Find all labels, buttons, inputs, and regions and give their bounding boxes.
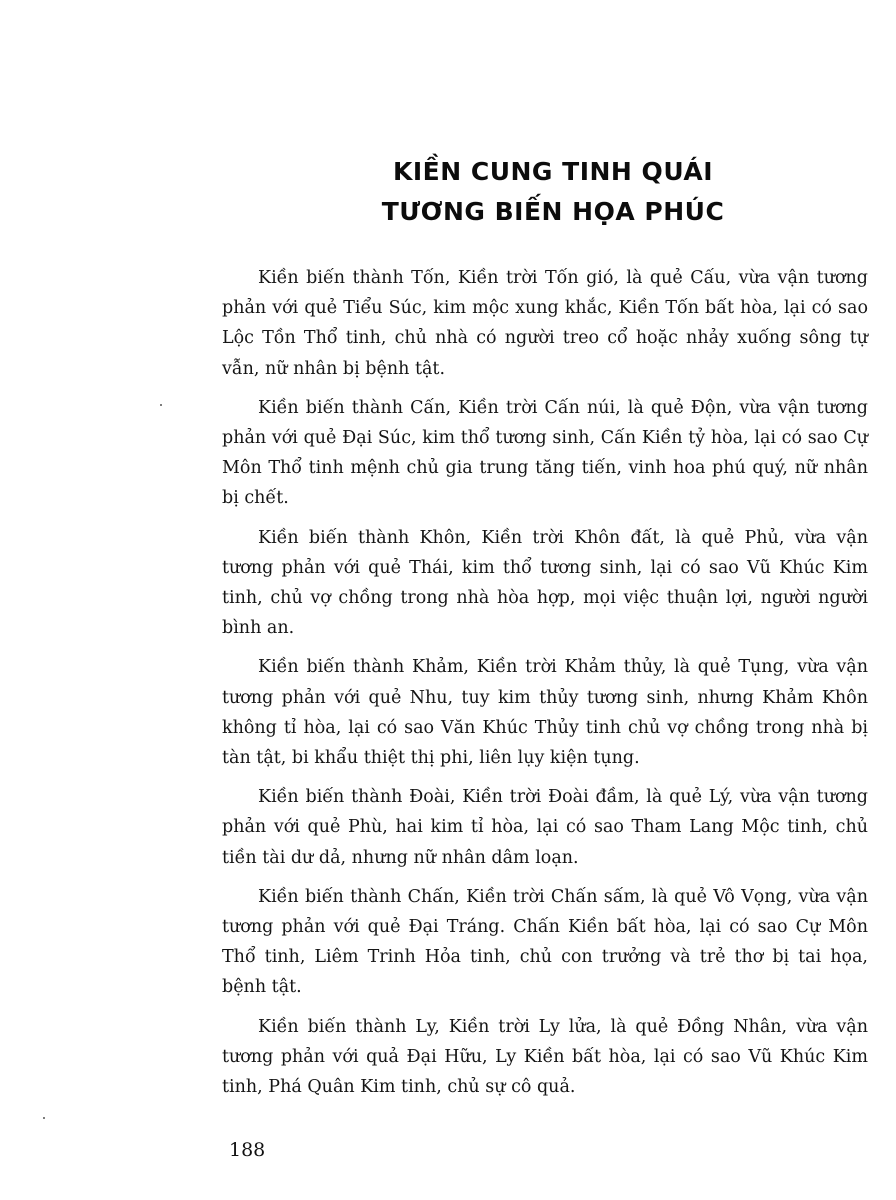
chapter-title: [222, 152, 876, 232]
paragraph-ton: Kiền biến thành Tốn, Kiền trời Tốn gió, là quẻ Cấu, vừa vận tương phản với quẻ Tiểu Súc, kim mộc xung khắc, Kiền Tốn bất hòa, lại có sao Lộc Tồn Thổ tinh, chủ nhà có người treo cổ hoặc nhảy xuống sông tự vẫn, nữ nhân bị bệnh tật.: [222, 268, 868, 379]
paragraph-kham: Kiền biến thành Khảm, Kiền trời Khảm thủy, là quẻ Tụng, vừa vận tương phản với quẻ Nhu, tuy kim thủy tương sinh, nhưng Khảm Khôn không tỉ hòa, lại có sao Văn Khúc Thủy tinh chủ vợ chồng trong nhà bị tàn tật, bi khẩu thiệt thị phi, liên lụy kiện tụng.: [222, 657, 868, 769]
page-number: 188: [229, 1139, 266, 1161]
scan-speck: [43, 1117, 46, 1120]
paragraph-doai: Kiền biến thành Đoài, Kiền trời Đoài đầm, là quẻ Lý, vừa vận tương phản với quẻ Phù, hai kim tỉ hòa, lại có sao Tham Lang Mộc tinh, chủ tiền tài dư dả, nhưng nữ nhân dâm loạn.: [222, 787, 868, 868]
chapter-title-line-2: TƯƠNG BIẾN HỌA PHÚC: [381, 197, 725, 226]
scan-speck: [160, 404, 162, 406]
chapter-title-line-1: KIỀN CUNG TINH QUÁI: [392, 157, 713, 186]
paragraph-khon: Kiền biến thành Khôn, Kiền trời Khôn đất, là quẻ Phủ, vừa vận tương phản với quẻ Thái, kim thổ tương sinh, lại có sao Vũ Khúc Kim tinh, chủ vợ chồng trong nhà hòa hợp, mọi việc thuận lợi, người người bình an.: [222, 527, 868, 639]
body-text: [222, 263, 868, 1111]
paragraph-ly: Kiền biến thành Ly, Kiền trời Ly lửa, là quẻ Đồng Nhân, vừa vận tương phản với quả Đại Hữu, Ly Kiền bất hòa, lại có sao Vũ Khúc Kim tinh, Phá Quân Kim tinh, chủ sự cô quả.: [222, 1016, 868, 1098]
paragraph-can: Kiền biến thành Cấn, Kiền trời Cấn núi, là quẻ Độn, vừa vận tương phản với quẻ Đại Súc, kim thổ tương sinh, Cấn Kiền tỷ hòa, lại có sao Cự Môn Thổ tinh mệnh chủ gia trung tăng tiến, vinh hoa phú quý, nữ nhân bị chết.: [222, 397, 868, 509]
paragraph-chan: Kiền biến thành Chấn, Kiền trời Chấn sấm, là quẻ Vô Vọng, vừa vận tương phản với quẻ Đại Tráng. Chấn Kiền bất hòa, lại có sao Cự Môn Thổ tinh, Liêm Trinh Hỏa tinh, chủ con trưởng và trẻ thơ bị tai họa, bệnh tật.: [222, 886, 868, 998]
